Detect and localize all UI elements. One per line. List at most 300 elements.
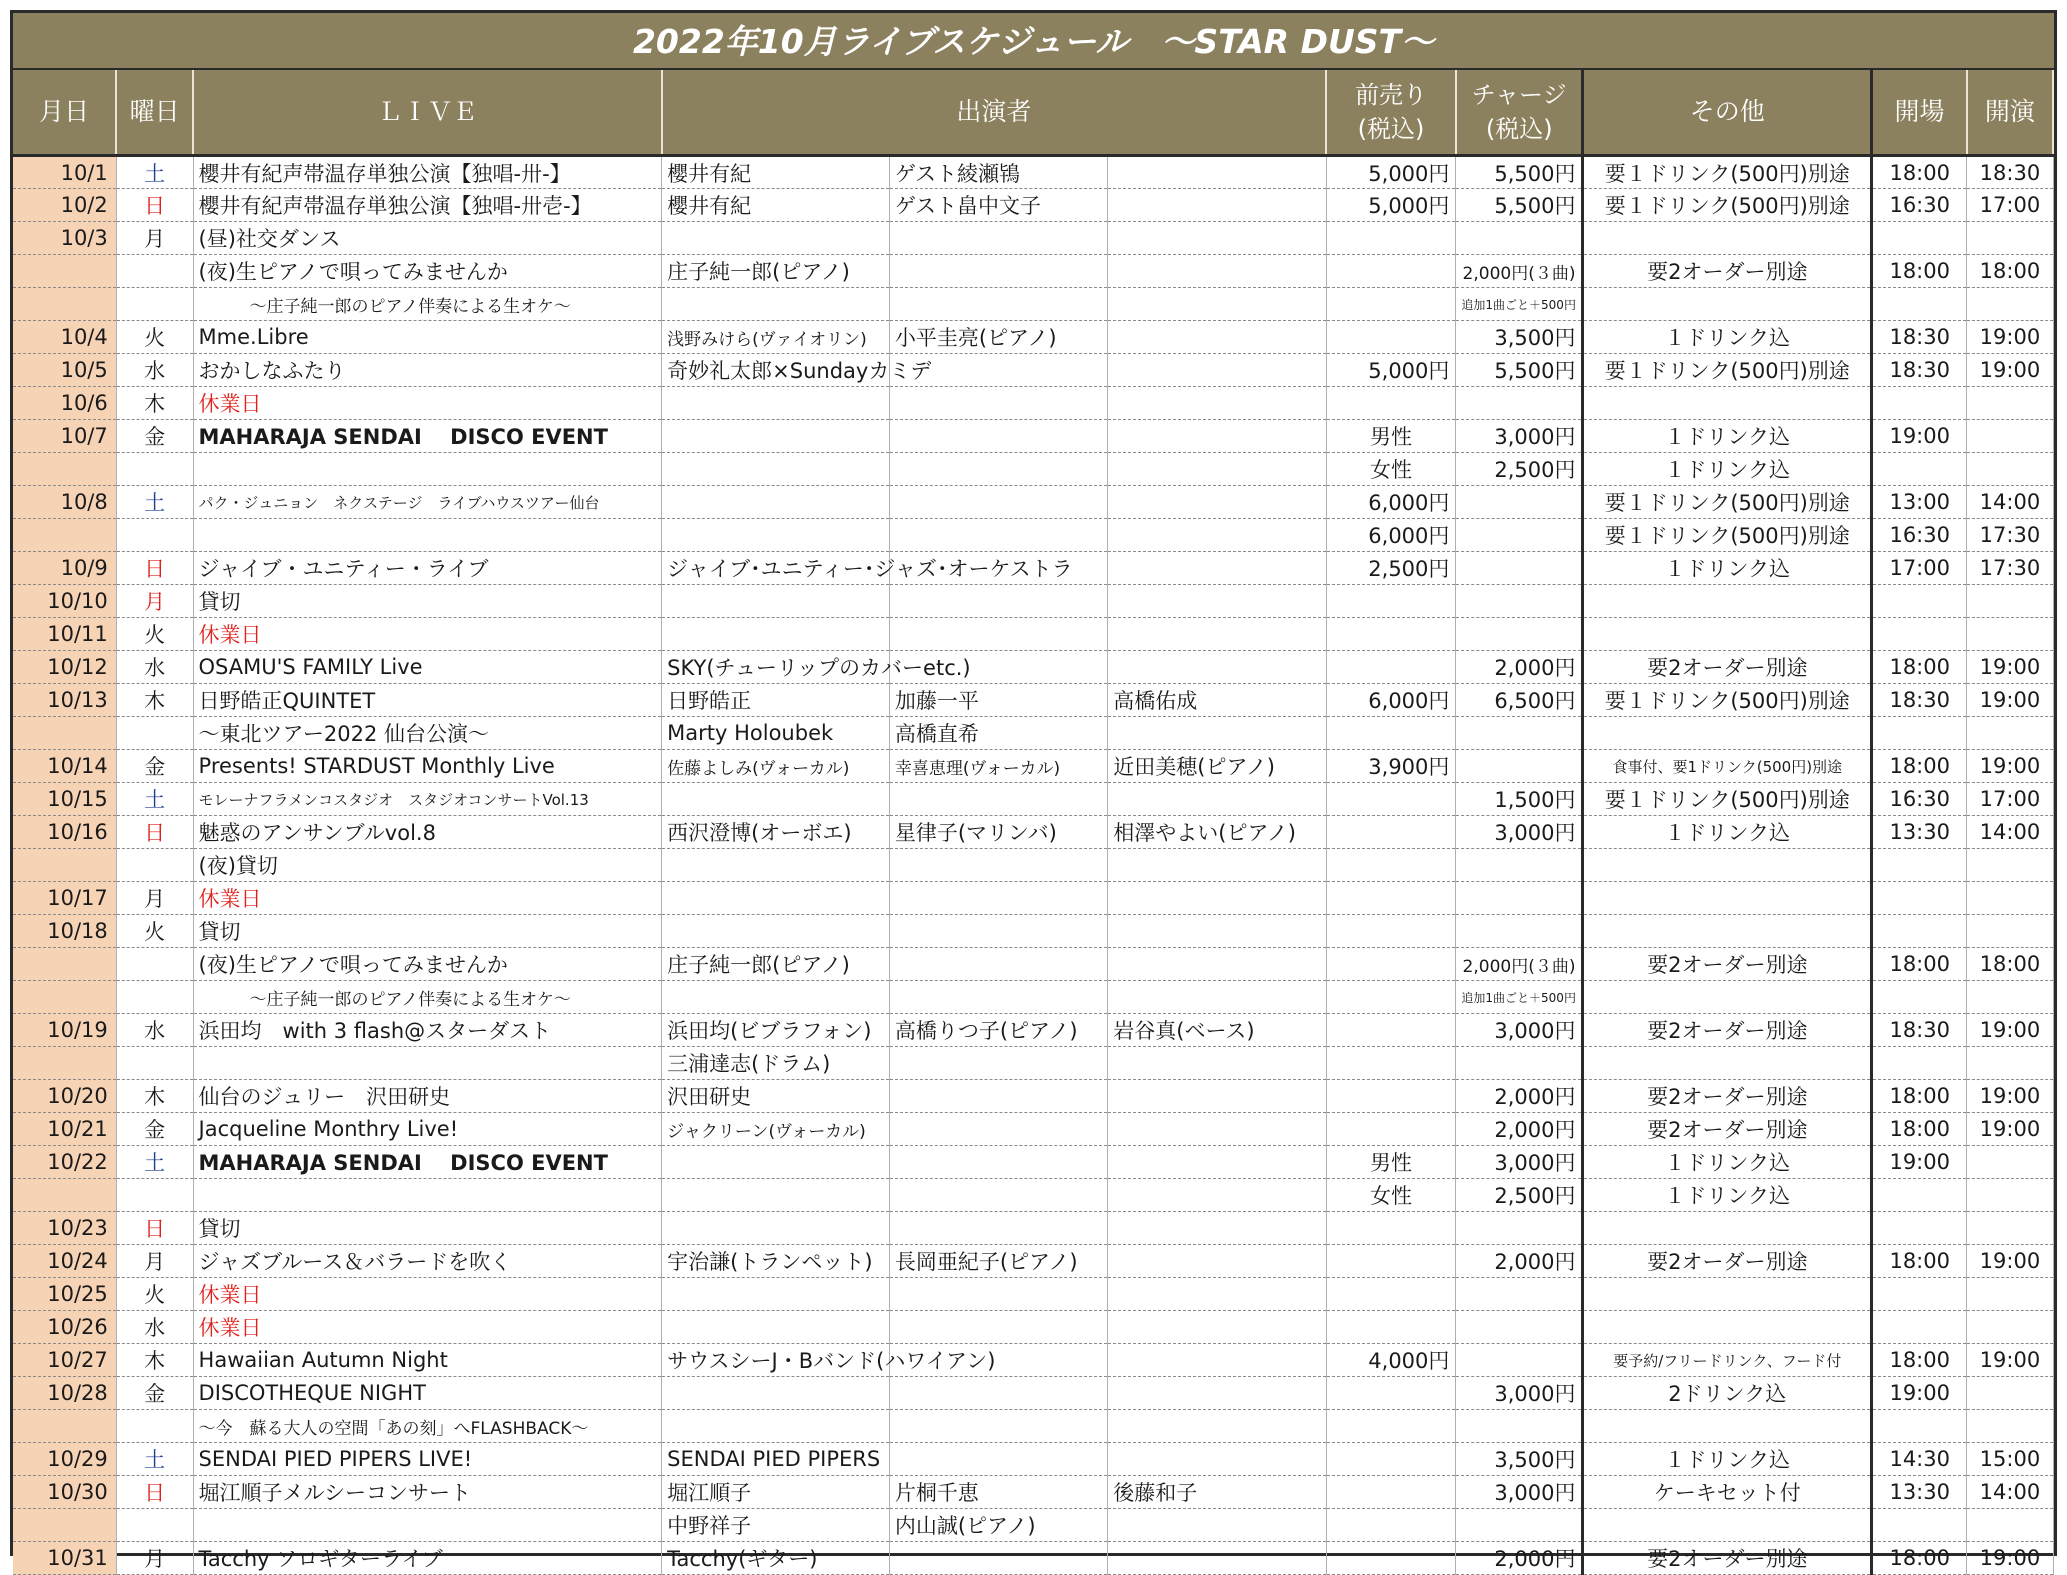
weekday-cell: 日 [116, 1212, 193, 1245]
header-live: ＬＩＶＥ [193, 70, 662, 156]
date-cell: 10/29 [13, 1443, 116, 1476]
live-title-cell: (昼)社交ダンス [193, 222, 662, 255]
performer-cell [889, 948, 1107, 981]
advance-price-cell [1326, 585, 1456, 618]
open-time-cell [1872, 1047, 1967, 1080]
performer-cell [662, 420, 890, 453]
performer-cell [889, 585, 1107, 618]
table-row [13, 783, 2053, 816]
open-time-cell [1872, 1278, 1967, 1311]
performer-cell [662, 882, 890, 915]
performer-cell: 櫻井有紀 [662, 189, 890, 222]
charge-price-cell: 2,500円 [1456, 1179, 1583, 1212]
header-start: 開演 [1967, 70, 2053, 156]
start-time-cell: 17:00 [1967, 783, 2053, 816]
live-title-cell: Tacchy ソロギターライブ [193, 1542, 662, 1575]
performer-cell: SKY(チューリップのカバーetc.) [662, 651, 890, 684]
performer-cell [662, 1410, 890, 1443]
performer-cell: Marty Holoubek [662, 717, 890, 750]
start-time-cell: 19:00 [1967, 1542, 2053, 1575]
performer-cell: ゲスト綾瀬鴇 [889, 156, 1107, 189]
note-cell [1583, 1509, 1872, 1542]
live-title-cell: Jacqueline Monthry Live! [193, 1113, 662, 1146]
performer-cell [1108, 1509, 1326, 1542]
weekday-cell: 月 [116, 882, 193, 915]
date-cell [13, 1410, 116, 1443]
advance-price-cell [1326, 1113, 1456, 1146]
weekday-cell: 火 [116, 915, 193, 948]
note-cell [1583, 882, 1872, 915]
start-time-cell: 19:00 [1967, 1113, 2053, 1146]
charge-price-cell: 2,000円 [1456, 1245, 1583, 1278]
schedule-body [13, 156, 2053, 1575]
advance-price-cell [1326, 1443, 1456, 1476]
weekday-cell: 金 [116, 1377, 193, 1410]
start-time-cell [1967, 618, 2053, 651]
live-title-cell: 櫻井有紀声帯温存単独公演【独唱-卅壱-】 [193, 189, 662, 222]
note-cell [1583, 849, 1872, 882]
date-cell: 10/22 [13, 1146, 116, 1179]
note-cell: 要１ドリンク(500円)別途 [1583, 684, 1872, 717]
weekday-cell: 土 [116, 486, 193, 519]
performer-cell [889, 618, 1107, 651]
note-cell [1583, 717, 1872, 750]
live-title-cell: ～今 蘇る大人の空間「あの刻」へFLASHBACK～ [193, 1410, 662, 1443]
table-row [13, 1212, 2053, 1245]
live-title-cell: Presents! STARDUST Monthly Live [193, 750, 662, 783]
live-title-cell [193, 519, 662, 552]
open-time-cell [1872, 618, 1967, 651]
performer-cell [889, 882, 1107, 915]
note-cell: 要2オーダー別途 [1583, 1542, 1872, 1575]
advance-price-cell [1326, 1476, 1456, 1509]
charge-price-cell: 2,000円 [1456, 1542, 1583, 1575]
date-cell: 10/14 [13, 750, 116, 783]
start-time-cell: 19:00 [1967, 1080, 2053, 1113]
performer-cell [1108, 288, 1326, 321]
date-cell [13, 1179, 116, 1212]
live-title-cell [193, 1509, 662, 1542]
start-time-cell: 19:00 [1967, 684, 2053, 717]
live-title-cell: ～庄子純一郎のピアノ伴奏による生オケ～ [193, 981, 662, 1014]
weekday-cell: 日 [116, 1476, 193, 1509]
open-time-cell [1872, 387, 1967, 420]
note-cell: 要2オーダー別途 [1583, 948, 1872, 981]
note-cell: 要１ドリンク(500円)別途 [1583, 486, 1872, 519]
performer-cell [889, 420, 1107, 453]
live-title-cell: 仙台のジュリー 沢田研史 [193, 1080, 662, 1113]
table-row [13, 816, 2053, 849]
table-row [13, 1476, 2053, 1509]
open-time-cell: 18:30 [1872, 354, 1967, 387]
open-time-cell: 19:00 [1872, 1377, 1967, 1410]
start-time-cell [1967, 387, 2053, 420]
weekday-cell: 金 [116, 420, 193, 453]
start-time-cell [1967, 1311, 2053, 1344]
charge-price-cell: 5,500円 [1456, 156, 1583, 189]
advance-price-cell [1326, 1212, 1456, 1245]
performer-cell: ゲスト畠中文子 [889, 189, 1107, 222]
advance-price-cell: 6,000円 [1326, 486, 1456, 519]
advance-price-cell: 6,000円 [1326, 519, 1456, 552]
performer-cell: サウスシーJ・Bバンド(ハワイアン) [662, 1344, 890, 1377]
performer-cell [662, 618, 890, 651]
open-time-cell [1872, 222, 1967, 255]
table-row [13, 222, 2053, 255]
performer-cell [1108, 453, 1326, 486]
charge-price-cell [1456, 1509, 1583, 1542]
date-cell: 10/28 [13, 1377, 116, 1410]
note-cell: １ドリンク込 [1583, 453, 1872, 486]
date-cell: 10/7 [13, 420, 116, 453]
performer-cell: Tacchy(ギター) [662, 1542, 890, 1575]
performer-cell: 高橋直希 [889, 717, 1107, 750]
advance-price-cell [1326, 222, 1456, 255]
live-title-cell: ～庄子純一郎のピアノ伴奏による生オケ～ [193, 288, 662, 321]
advance-price-cell: 6,000円 [1326, 684, 1456, 717]
performer-cell: 相澤やよい(ピアノ) [1108, 816, 1326, 849]
advance-price-cell [1326, 618, 1456, 651]
date-cell: 10/12 [13, 651, 116, 684]
table-row [13, 387, 2053, 420]
date-cell: 10/23 [13, 1212, 116, 1245]
advance-price-cell [1326, 915, 1456, 948]
note-cell [1583, 1212, 1872, 1245]
live-title-cell: MAHARAJA SENDAI DISCO EVENT [193, 1146, 662, 1179]
weekday-cell: 火 [116, 1278, 193, 1311]
live-title-cell: (夜)貸切 [193, 849, 662, 882]
open-time-cell: 18:00 [1872, 1245, 1967, 1278]
charge-price-cell [1456, 387, 1583, 420]
start-time-cell: 15:00 [1967, 1443, 2053, 1476]
start-time-cell: 14:00 [1967, 1476, 2053, 1509]
performer-cell [1108, 1113, 1326, 1146]
performer-cell: 三浦達志(ドラム) [662, 1047, 890, 1080]
start-time-cell [1967, 1146, 2053, 1179]
performer-cell [1108, 882, 1326, 915]
live-title-cell: 浜田均 with 3 flash@スターダスト [193, 1014, 662, 1047]
performer-cell [889, 849, 1107, 882]
charge-price-cell: 3,500円 [1456, 321, 1583, 354]
open-time-cell: 19:00 [1872, 1146, 1967, 1179]
advance-price-cell: 女性 [1326, 1179, 1456, 1212]
note-cell [1583, 387, 1872, 420]
weekday-cell [116, 1179, 193, 1212]
performer-cell [889, 222, 1107, 255]
start-time-cell: 19:00 [1967, 651, 2053, 684]
charge-price-cell [1456, 552, 1583, 585]
start-time-cell [1967, 1212, 2053, 1245]
table-row [13, 1509, 2053, 1542]
performer-cell [1108, 222, 1326, 255]
table-row [13, 189, 2053, 222]
performer-cell [889, 981, 1107, 1014]
table-row [13, 1146, 2053, 1179]
note-cell: １ドリンク込 [1583, 321, 1872, 354]
start-time-cell: 17:00 [1967, 189, 2053, 222]
performer-cell [662, 981, 890, 1014]
performer-cell [1108, 387, 1326, 420]
date-cell: 10/1 [13, 156, 116, 189]
header-advance [1326, 70, 1456, 156]
table-row [13, 981, 2053, 1014]
live-title-cell [193, 453, 662, 486]
header-open: 開場 [1872, 70, 1967, 156]
table-row [13, 255, 2053, 288]
performer-cell: 長岡亜紀子(ピアノ) [889, 1245, 1107, 1278]
start-time-cell: 19:00 [1967, 1245, 2053, 1278]
weekday-cell: 土 [116, 783, 193, 816]
table-row [13, 684, 2053, 717]
open-time-cell: 18:00 [1872, 255, 1967, 288]
header-charge-line1: チャージ [1471, 81, 1567, 109]
table-row [13, 849, 2053, 882]
table-row [13, 1047, 2053, 1080]
note-cell: 2ドリンク込 [1583, 1377, 1872, 1410]
advance-price-cell [1326, 288, 1456, 321]
performer-cell [889, 1377, 1107, 1410]
advance-price-cell [1326, 1047, 1456, 1080]
date-cell: 10/3 [13, 222, 116, 255]
performer-cell [889, 387, 1107, 420]
charge-price-cell: 5,500円 [1456, 189, 1583, 222]
weekday-cell: 日 [116, 816, 193, 849]
open-time-cell: 16:30 [1872, 783, 1967, 816]
open-time-cell: 17:00 [1872, 552, 1967, 585]
performer-cell [662, 1179, 890, 1212]
performer-cell [1108, 948, 1326, 981]
weekday-cell: 土 [116, 1146, 193, 1179]
date-cell: 10/9 [13, 552, 116, 585]
performer-cell [1108, 354, 1326, 387]
note-cell: 要１ドリンク(500円)別途 [1583, 519, 1872, 552]
table-row [13, 1344, 2053, 1377]
performer-cell: 浜田均(ビブラフォン) [662, 1014, 890, 1047]
performer-cell: 後藤和子 [1108, 1476, 1326, 1509]
open-time-cell: 16:30 [1872, 189, 1967, 222]
performer-cell [1108, 1179, 1326, 1212]
open-time-cell [1872, 1212, 1967, 1245]
live-title-cell: モレーナフラメンコスタジオ スタジオコンサートVol.13 [193, 783, 662, 816]
advance-price-cell [1326, 1377, 1456, 1410]
header-charge [1456, 70, 1583, 156]
start-time-cell [1967, 882, 2053, 915]
charge-price-cell [1456, 750, 1583, 783]
open-time-cell: 13:30 [1872, 1476, 1967, 1509]
performer-cell [662, 519, 890, 552]
open-time-cell [1872, 1179, 1967, 1212]
performer-cell [889, 1311, 1107, 1344]
advance-price-cell [1326, 948, 1456, 981]
table-row [13, 156, 2053, 189]
performer-cell [889, 1113, 1107, 1146]
start-time-cell: 18:00 [1967, 255, 2053, 288]
note-cell [1583, 618, 1872, 651]
weekday-cell [116, 948, 193, 981]
advance-price-cell [1326, 1278, 1456, 1311]
performer-cell [1108, 618, 1326, 651]
note-cell: 要2オーダー別途 [1583, 1014, 1872, 1047]
date-cell: 10/2 [13, 189, 116, 222]
performer-cell [889, 1443, 1107, 1476]
advance-price-cell: 2,500円 [1326, 552, 1456, 585]
date-cell: 10/26 [13, 1311, 116, 1344]
live-title-cell [193, 1047, 662, 1080]
open-time-cell [1872, 453, 1967, 486]
performer-cell: 片桐千恵 [889, 1476, 1107, 1509]
performer-cell [1108, 1080, 1326, 1113]
weekday-cell: 火 [116, 618, 193, 651]
table-row [13, 453, 2053, 486]
start-time-cell [1967, 1509, 2053, 1542]
live-title-cell: (夜)生ピアノで唄ってみませんか [193, 255, 662, 288]
live-title-cell: 休業日 [193, 387, 662, 420]
weekday-cell: 木 [116, 684, 193, 717]
open-time-cell: 18:30 [1872, 684, 1967, 717]
date-cell [13, 1047, 116, 1080]
date-cell: 10/13 [13, 684, 116, 717]
note-cell: 要2オーダー別途 [1583, 1113, 1872, 1146]
date-cell [13, 288, 116, 321]
live-title-cell: MAHARAJA SENDAI DISCO EVENT [193, 420, 662, 453]
open-time-cell: 18:00 [1872, 1542, 1967, 1575]
performer-cell: SENDAI PIED PIPERS [662, 1443, 890, 1476]
table-row [13, 750, 2053, 783]
table-row [13, 1410, 2053, 1443]
performer-cell [889, 1179, 1107, 1212]
weekday-cell: 木 [116, 387, 193, 420]
note-cell [1583, 1278, 1872, 1311]
open-time-cell [1872, 1509, 1967, 1542]
table-row [13, 486, 2053, 519]
performer-cell [662, 453, 890, 486]
performer-cell: ジャイブ･ユニティー･ジャズ･オーケストラ [662, 552, 890, 585]
performer-cell [889, 1542, 1107, 1575]
date-cell: 10/5 [13, 354, 116, 387]
note-cell: 要１ドリンク(500円)別途 [1583, 189, 1872, 222]
table-row [13, 618, 2053, 651]
table-row [13, 1245, 2053, 1278]
table-row [13, 519, 2053, 552]
note-cell [1583, 1410, 1872, 1443]
note-cell [1583, 288, 1872, 321]
note-cell: 要予約/フリードリンク、フード付 [1583, 1344, 1872, 1377]
charge-price-cell: 2,000円 [1456, 1113, 1583, 1146]
header-advance-line1: 前売り [1355, 81, 1428, 109]
start-time-cell [1967, 1377, 2053, 1410]
date-cell: 10/15 [13, 783, 116, 816]
start-time-cell: 18:30 [1967, 156, 2053, 189]
header-advance-line2: (税込) [1357, 115, 1425, 143]
charge-price-cell [1456, 222, 1583, 255]
open-time-cell: 13:00 [1872, 486, 1967, 519]
performer-cell: 堀江順子 [662, 1476, 890, 1509]
advance-price-cell [1326, 321, 1456, 354]
performer-cell [889, 288, 1107, 321]
live-title-cell: ～東北ツアー2022 仙台公演～ [193, 717, 662, 750]
weekday-cell: 火 [116, 321, 193, 354]
performer-cell [1108, 1344, 1326, 1377]
advance-price-cell [1326, 387, 1456, 420]
weekday-cell [116, 981, 193, 1014]
start-time-cell: 19:00 [1967, 750, 2053, 783]
charge-price-cell [1456, 519, 1583, 552]
date-cell: 10/30 [13, 1476, 116, 1509]
header-other: その他 [1583, 70, 1872, 156]
charge-price-cell: 追加1曲ごと＋500円 [1456, 981, 1583, 1014]
date-cell [13, 981, 116, 1014]
charge-price-cell [1456, 585, 1583, 618]
start-time-cell: 18:00 [1967, 948, 2053, 981]
performer-cell [662, 387, 890, 420]
table-row [13, 321, 2053, 354]
charge-price-cell: 1,500円 [1456, 783, 1583, 816]
note-cell [1583, 981, 1872, 1014]
performer-cell [662, 1146, 890, 1179]
table-row [13, 651, 2053, 684]
performer-cell [662, 915, 890, 948]
schedule-sheet [10, 10, 2057, 1571]
live-title-cell: 休業日 [193, 618, 662, 651]
performer-cell [889, 783, 1107, 816]
weekday-cell [116, 255, 193, 288]
advance-price-cell: 男性 [1326, 420, 1456, 453]
charge-price-cell [1456, 717, 1583, 750]
note-cell: 要１ドリンク(500円)別途 [1583, 354, 1872, 387]
weekday-cell [116, 1047, 193, 1080]
performer-cell: 櫻井有紀 [662, 156, 890, 189]
live-title-cell: 日野皓正QUINTET [193, 684, 662, 717]
table-row [13, 1278, 2053, 1311]
date-cell [13, 453, 116, 486]
performer-cell: 中野祥子 [662, 1509, 890, 1542]
advance-price-cell [1326, 1014, 1456, 1047]
advance-price-cell: 5,000円 [1326, 354, 1456, 387]
charge-price-cell [1456, 849, 1583, 882]
performer-cell [889, 255, 1107, 288]
note-cell: １ドリンク込 [1583, 1146, 1872, 1179]
date-cell: 10/27 [13, 1344, 116, 1377]
start-time-cell [1967, 849, 2053, 882]
table-row [13, 1179, 2053, 1212]
performer-cell [1108, 1311, 1326, 1344]
table-row [13, 552, 2053, 585]
advance-price-cell [1326, 981, 1456, 1014]
weekday-cell: 金 [116, 750, 193, 783]
date-cell: 10/31 [13, 1542, 116, 1575]
charge-price-cell [1456, 1047, 1583, 1080]
weekday-cell [116, 1509, 193, 1542]
charge-price-cell: 3,500円 [1456, 1443, 1583, 1476]
charge-price-cell [1456, 1311, 1583, 1344]
charge-price-cell [1456, 618, 1583, 651]
date-cell [13, 717, 116, 750]
live-title-cell: 堀江順子メルシーコンサート [193, 1476, 662, 1509]
open-time-cell [1872, 288, 1967, 321]
performer-cell [1108, 783, 1326, 816]
open-time-cell [1872, 1311, 1967, 1344]
advance-price-cell: 3,900円 [1326, 750, 1456, 783]
performer-cell: 西沢澄博(オーボエ) [662, 816, 890, 849]
performer-cell [662, 288, 890, 321]
charge-price-cell: 3,000円 [1456, 420, 1583, 453]
performer-cell: 星律子(マリンバ) [889, 816, 1107, 849]
live-title-cell: (夜)生ピアノで唄ってみませんか [193, 948, 662, 981]
start-time-cell [1967, 915, 2053, 948]
start-time-cell [1967, 585, 2053, 618]
header-performers: 出演者 [662, 70, 1327, 156]
weekday-cell [116, 453, 193, 486]
